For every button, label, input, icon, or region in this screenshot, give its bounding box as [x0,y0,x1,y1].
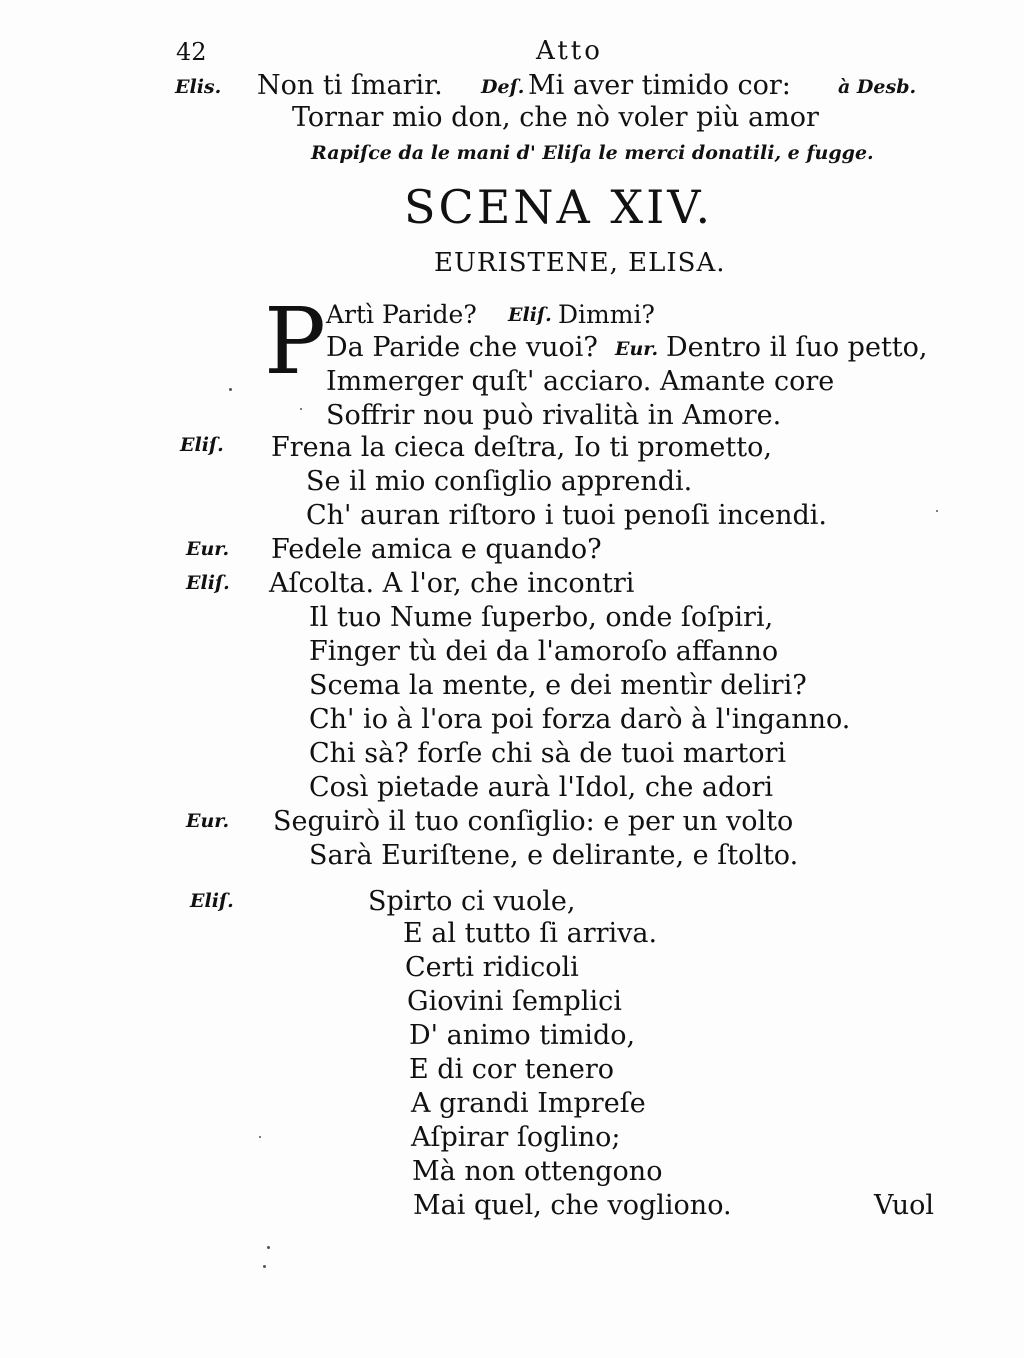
page-number: 42 [176,38,207,66]
verse-line: Tornar mio don, che nò voler più amor [292,102,819,133]
aria-line: Certi ridicoli [405,952,579,983]
verse-line: Così pietade aurà l'Idol, che adori [309,772,774,803]
catchword: Vuol [874,1190,935,1221]
verse-line: Soffrir nou può rivalità in Amore. [326,400,782,431]
verse-line: Dimmi? [558,300,655,329]
verse-line: Ch' io à l'ora poi forza darò à l'inganno. [309,704,851,735]
verse-line: Da Paride che vuoi? [326,332,598,363]
speaker-label: Eur. [615,338,659,360]
running-head: Atto [536,36,603,66]
speaker-label: Elis. [175,76,222,98]
verse-line: Se il mio conſiglio apprendi. [306,466,693,497]
verse-line: Chi sà? forſe chi sà de tuoi martori [309,738,787,769]
stage-direction: Rapiſce da le mani d' Eliſa le merci donatili, e fugge. [311,142,874,164]
scene-title: SCENA XIV. [404,180,714,234]
paper-speck [229,388,232,391]
aria-line: D' animo timido, [409,1020,636,1051]
verse-line: Artì Paride? [326,300,477,329]
verse-line: Immerger quſt' acciaro. Amante core [326,366,835,397]
aria-line: Spirto ci vuole, [368,886,576,917]
aside-direction: à Desb. [838,76,917,98]
speaker-label: Eur. [186,810,230,832]
speaker-label: Eur. [186,538,230,560]
verse-line: Ch' auran riſtoro i tuoi penoſi incendi. [306,500,827,531]
paper-speck [259,1136,261,1138]
speaker-label: Eliſ. [190,890,234,912]
speaker-label: Eliſ. [186,572,230,594]
verse-line: Dentro il ſuo petto, [666,332,928,363]
verse-line: Aſcolta. A l'or, che incontri [269,568,635,599]
aria-line: Mai quel, che vogliono. [413,1190,732,1221]
paper-speck [936,510,938,512]
drop-cap: P [264,288,326,395]
aria-line: Aſpirar ſoglino; [411,1122,621,1153]
speaker-label: Deſ. [481,76,525,98]
aria-line: E al tutto ſi arriva. [403,918,658,949]
verse-line: Fedele amica e quando? [271,534,602,565]
verse-line: Scema la mente, e dei mentìr deliri? [309,670,807,701]
aria-line: Mà non ottengono [412,1156,663,1187]
scene-characters: EURISTENE, ELISA. [434,248,726,278]
verse-line: Non ti ſmarir. [257,70,443,101]
verse-line: Sarà Euriſtene, e delirante, e ſtolto. [309,840,799,871]
paper-speck [263,1265,266,1268]
aria-line: E di cor tenero [409,1054,615,1085]
verse-line: Seguirò il tuo conſiglio: e per un volto [273,806,794,837]
speaker-label: Eliſ. [180,434,224,456]
verse-line: Mi aver timido cor: [528,70,791,101]
paper-speck [300,408,302,410]
aria-line: Giovini ſemplici [407,986,622,1017]
aria-line: A grandi Impreſe [411,1088,646,1119]
paper-speck [267,1246,270,1249]
verse-line: Frena la cieca deſtra, Io ti prometto, [271,432,772,463]
verse-line: Finger tù dei da l'amoroſo affanno [309,636,779,667]
verse-line: Il tuo Nume ſuperbo, onde ſoſpiri, [309,602,774,633]
speaker-label: Eliſ. [508,304,552,326]
